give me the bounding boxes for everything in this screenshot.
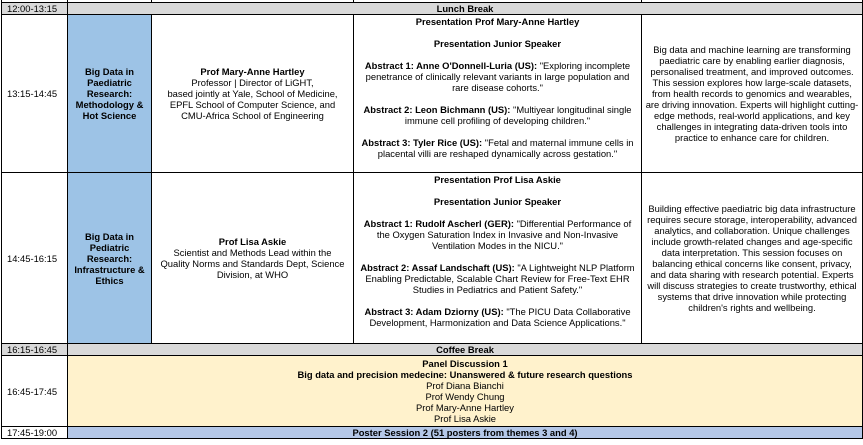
session-1-speaker-name: Prof Mary-Anne Hartley — [200, 66, 305, 77]
session-2-affiliation-line: Scientist and Methods Lead within the — [173, 247, 332, 258]
poster-time: 17:45-19:00 — [2, 427, 68, 439]
coffee-title: Coffee Break — [68, 344, 863, 356]
session-1-affiliation-line: based jointly at Yale, School of Medicine, — [167, 88, 338, 99]
session-2-abstract-3: Abstract 3: Adam Dziorny (US): "The PICU Data Collaborative Development, Harmonization and Data Science Applications." — [364, 306, 631, 328]
session-1-description: Big data and machine learning are transforming paediatric care by enabling earlier diagnosis, personalised treatment, and improved outcomes. This session explores how large-scale datasets, from health records to genomics and wearables, are driving innovation. Experts will highlight cutting-edge methods, real-world applications, and key challenges in integrating data-driven tools into practice to enhance care for children. — [642, 15, 863, 173]
session-1-affiliation-line: EPFL School of Computer Science, and — [169, 99, 336, 110]
panelist: Prof Mary-Anne Hartley — [416, 402, 514, 413]
session-2-row — [2, 173, 863, 344]
panel-subtitle: Big data and precision medecine: Unanswered & future research questions — [297, 369, 633, 380]
session-1-junior: Presentation Junior Speaker — [433, 38, 562, 49]
poster-row — [2, 427, 863, 439]
session-1-affiliation-line: Professor | Director of LiGHT, — [191, 77, 314, 88]
panelist: Prof Wendy Chung — [425, 391, 505, 402]
session-1-speaker — [152, 15, 354, 173]
panelist: Prof Lisa Askie — [433, 413, 496, 424]
session-1-presentation: Presentation Prof Mary-Anne Hartley — [415, 16, 580, 27]
session-2-theme: Big Data in Pediatric Research: Infrastructure & Ethics — [68, 173, 152, 344]
panelist: Prof Diana Bianchi — [426, 380, 504, 391]
session-2-affiliation-line: Quality Norms and Standards Dept, Science — [160, 258, 345, 269]
session-1-theme: Big Data in Paediatric Research: Methodology & Hot Science — [68, 15, 152, 173]
panel-title: Panel Discussion 1 — [422, 358, 508, 369]
session-2-speaker-name: Prof Lisa Askie — [218, 236, 287, 247]
session-2-program — [354, 173, 642, 344]
session-2-abstract-2: Abstract 2: Assaf Landschaft (US): "A Lightweight NLP Platform Enabling Predictable, Scalable Chart Review for Free-Text EHR Studies in Pediatrics and Patient Safety." — [360, 262, 635, 295]
poster-title: Poster Session 2 (51 posters from themes 3 and 4) — [68, 427, 863, 439]
session-1-program — [354, 15, 642, 173]
session-1-abstract-1: Abstract 1: Anne O'Donnell-Luria (US): "Exploring incomplete penetrance of clinically relevant variants in large population and rare disease cohorts." — [364, 60, 631, 93]
session-2-description: Building effective paediatric big data infrastructure requires secure storage, interoperability, advanced analytics, and collaboration. Unique challenges include growth-related changes and age-specific data interpretation. This session focuses on balancing ethical concerns like consent, privacy, and data sharing with research potential. Experts will discuss strategies to create trustworthy, ethical systems that drive innovation while protecting children's rights and wellbeing. — [642, 173, 863, 344]
lunch-row — [2, 3, 863, 15]
session-1-time: 13:15-14:45 — [2, 15, 68, 173]
panel-content — [68, 356, 863, 427]
lunch-time: 12:00-13:15 — [2, 3, 68, 15]
session-1-abstract-3: Abstract 3: Tyler Rice (US): "Fetal and maternal immune cells in placental villi are reshaped dynamically across gestation." — [361, 137, 634, 159]
session-2-speaker — [152, 173, 354, 344]
panel-row — [2, 356, 863, 427]
session-2-presentation: Presentation Prof Lisa Askie — [434, 174, 561, 185]
schedule-table — [1, 0, 863, 439]
coffee-row — [2, 344, 863, 356]
session-1-abstract-2: Abstract 2: Leon Bichmann (US): "Multiyear longitudinal single immune cell profiling of developing children." — [363, 104, 632, 126]
session-1-row — [2, 15, 863, 173]
session-2-time: 14:45-16:15 — [2, 173, 68, 344]
lunch-title: Lunch Break — [68, 3, 863, 15]
coffee-time: 16:15-16:45 — [2, 344, 68, 356]
session-1-affiliation-line: CMU-Africa School of Engineering — [181, 110, 324, 121]
session-2-affiliation-line: Division, at WHO — [216, 269, 289, 280]
panel-time: 16:45-17:45 — [2, 356, 68, 427]
session-2-junior: Presentation Junior Speaker — [433, 196, 562, 207]
session-2-abstract-1: Abstract 1: Rudolf Ascherl (GER): "Differential Performance of the Oxygen Saturation Index in Invasive and Non-Invasive Ventilation Modes in the NICU." — [363, 218, 632, 251]
